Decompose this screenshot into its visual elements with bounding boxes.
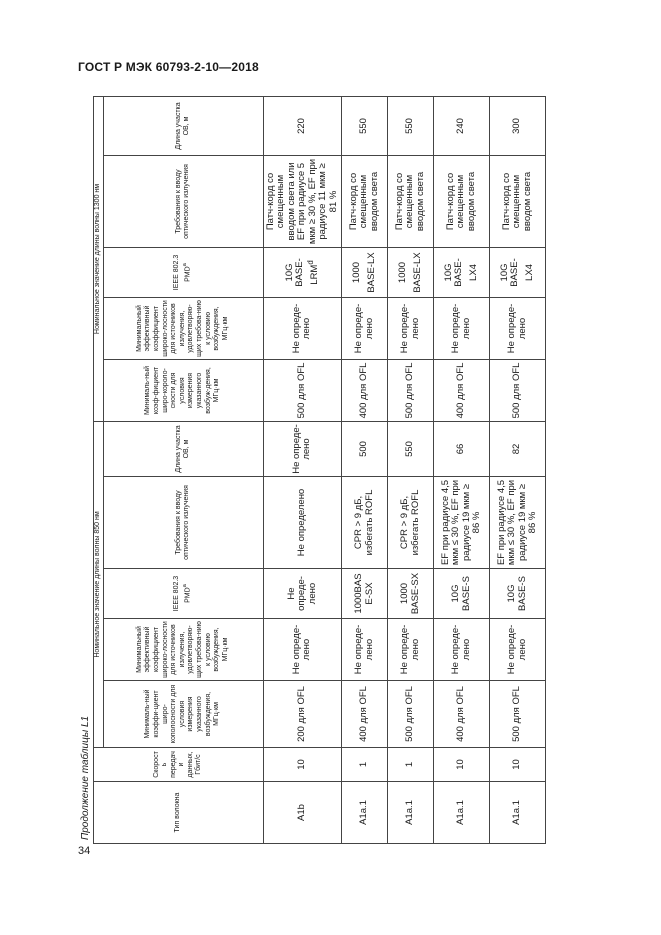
cell-data-rate: 1	[388, 748, 434, 782]
cell-bw850-eff: Не опреде-лено	[263, 619, 342, 681]
cell-length1300: 550	[342, 96, 388, 155]
cell-launch1300: Патч-корд со смещенным вводом света	[388, 155, 434, 247]
table-row	[490, 96, 546, 843]
cell-launch850: EF при радиусе 4,5 мкм ≤ 30 %, EF при радиусе 19 мкм ≥ 86 %	[434, 477, 490, 569]
cell-launch850: Не определено	[263, 477, 342, 569]
cell-bw850-ofl: 400 для OFL	[342, 681, 388, 748]
cell-bw850-ofl: 500 для OFL	[490, 681, 546, 748]
cell-bw1300-ofl: 400 для OFL	[434, 359, 490, 421]
cell-pmd850: 10G BASE-S	[490, 569, 546, 619]
cell-data-rate: 10	[434, 748, 490, 782]
cell-pmd850: 10G BASE-S	[434, 569, 490, 619]
col-header-length-850: Длина участка ОВ, м	[103, 421, 263, 476]
table-row	[263, 96, 342, 843]
col-header-fiber-type: Тип волокна	[94, 782, 264, 844]
col-header-launch-850: Требования к вводу оптического излучения	[103, 477, 263, 569]
cell-bw1300-eff: Не опреде-лено	[263, 297, 342, 359]
table-row	[342, 96, 388, 843]
table-caption: Продолжение таблицы L1	[80, 715, 91, 840]
cell-data-rate: 1	[342, 748, 388, 782]
cell-launch850: CPR > 9 дБ, избегать ROFL	[342, 477, 388, 569]
cell-pmd1300: 1000 BASE-LX	[388, 247, 434, 297]
col-header-length-1300: Длина участка ОВ, м	[103, 96, 263, 155]
cell-bw850-eff: Не опреде-лено	[490, 619, 546, 681]
cell-fiber-type: A1a.1	[342, 782, 388, 844]
col-header-eff-bw-1300: Минимальный эффективный коэффициент широко-лосности для источников излучения, удовлетворяю-щих требова-нию к условию возбуждения, МГц·км	[103, 297, 263, 359]
cell-launch850: EF при радиусе 4,5 мкм ≤ 30 %, EF при радиусе 19 мкм ≥ 86 %	[490, 477, 546, 569]
cell-bw1300-eff: Не опреде-лено	[388, 297, 434, 359]
spec-table	[93, 96, 546, 844]
cell-bw850-eff: Не опреде-лено	[434, 619, 490, 681]
document-code: ГОСТ Р МЭК 60793-2-10—2018	[78, 60, 259, 74]
cell-bw1300-ofl: 500 для OFL	[388, 359, 434, 421]
cell-launch1300: Патч-корд со смещенным вводом света	[434, 155, 490, 247]
cell-bw1300-eff: Не опреде-лено	[342, 297, 388, 359]
cell-data-rate: 10	[263, 748, 342, 782]
cell-length850: 550	[388, 421, 434, 476]
cell-length850: Не опреде-лено	[263, 421, 342, 476]
cell-fiber-type: A1b	[263, 782, 342, 844]
cell-bw1300-ofl: 500 для OFL	[263, 359, 342, 421]
cell-pmd850: 1000 BASE-SX	[388, 569, 434, 619]
cell-bw850-ofl: 400 для OFL	[434, 681, 490, 748]
footnote-mark: a	[182, 584, 189, 588]
cell-bw1300-eff: Не опреде-лено	[490, 297, 546, 359]
cell-fiber-type: A1a.1	[388, 782, 434, 844]
header-row-columns	[103, 96, 263, 843]
cell-length1300: 240	[434, 96, 490, 155]
cell-launch850: CPR > 9 дБ, избегать ROFL	[388, 477, 434, 569]
col-header-eff-bw-850: Минимальный эффективный коэффициент широко-лосности для источников излучения, удовлетворяю-щих требова-нию к условию возбуждения, МГц·км	[103, 619, 263, 681]
cell-length850: 82	[490, 421, 546, 476]
cell-bw1300-ofl: 400 для OFL	[342, 359, 388, 421]
cell-length1300: 300	[490, 96, 546, 155]
cell-bw1300-eff: Не опреде-лено	[434, 297, 490, 359]
table-row	[388, 96, 434, 843]
header-row-groups	[94, 96, 104, 843]
cell-bw850-ofl: 200 для OFL	[263, 681, 342, 748]
page-number: 34	[78, 845, 91, 857]
cell-bw850-eff: Не опреде-лено	[342, 619, 388, 681]
cell-pmd850: Не опреде-лено	[263, 569, 342, 619]
cell-length1300: 220	[263, 96, 342, 155]
cell-bw850-ofl: 500 для OFL	[388, 681, 434, 748]
cell-launch1300: Патч-корд со смещенным вводом света	[342, 155, 388, 247]
col-header-pmd-1300: IEEE 802.3 PMD$^a$	[103, 247, 263, 297]
cell-pmd850: 1000BASE-SX	[342, 569, 388, 619]
col-group-1300: Номинальное значение длины волны 1300 нм	[94, 96, 104, 421]
col-header-bw-ofl-1300: Минималь-ный коэф-фициент широ-кopоло-сности для условия измерения указанного возбуж-дения, МГц·км	[103, 359, 263, 421]
cell-fiber-type: A1a.1	[434, 782, 490, 844]
rotated-table-block	[80, 97, 540, 844]
cell-launch1300: Патч-корд со смещенным вводом света или EF при радиусе 5 мкм ≥ 30 %, EF при радиусе 11 мкм ≥ 81 %	[263, 155, 342, 247]
col-header-data-rate: Скорость передачи данных, Гбит/с	[94, 748, 264, 782]
cell-data-rate: 10	[490, 748, 546, 782]
cell-launch1300: Патч-корд со смещенным вводом света	[490, 155, 546, 247]
cell-pmd1300: 1000 BASE-LX	[342, 247, 388, 297]
cell-bw1300-ofl: 500 для OFL	[490, 359, 546, 421]
footnote-mark: a	[182, 263, 189, 267]
table-row	[434, 96, 490, 843]
cell-pmd1300: 10G BASE-LRM$^d$	[263, 247, 342, 297]
cell-pmd1300: 10G BASE-LX4	[490, 247, 546, 297]
cell-pmd1300: 10G BASE-LX4	[434, 247, 490, 297]
footnote-mark: d	[305, 260, 315, 265]
cell-length850: 66	[434, 421, 490, 476]
col-header-pmd-850: IEEE 802.3 PMD$^a$	[103, 569, 263, 619]
cell-bw850-eff: Не опреде-лено	[388, 619, 434, 681]
cell-fiber-type: A1a.1	[490, 782, 546, 844]
col-header-launch-1300: Требования к вводу оптического излучения	[103, 155, 263, 247]
col-group-850: Номинальное значение длины волны 850 нм	[94, 421, 104, 747]
col-header-bw-ofl-850: Минималь-ный коэффи-циент широ-кополосности для условия измерения указанного возбуждения, МГц·км	[103, 681, 263, 748]
cell-length850: 500	[342, 421, 388, 476]
cell-length1300: 550	[388, 96, 434, 155]
